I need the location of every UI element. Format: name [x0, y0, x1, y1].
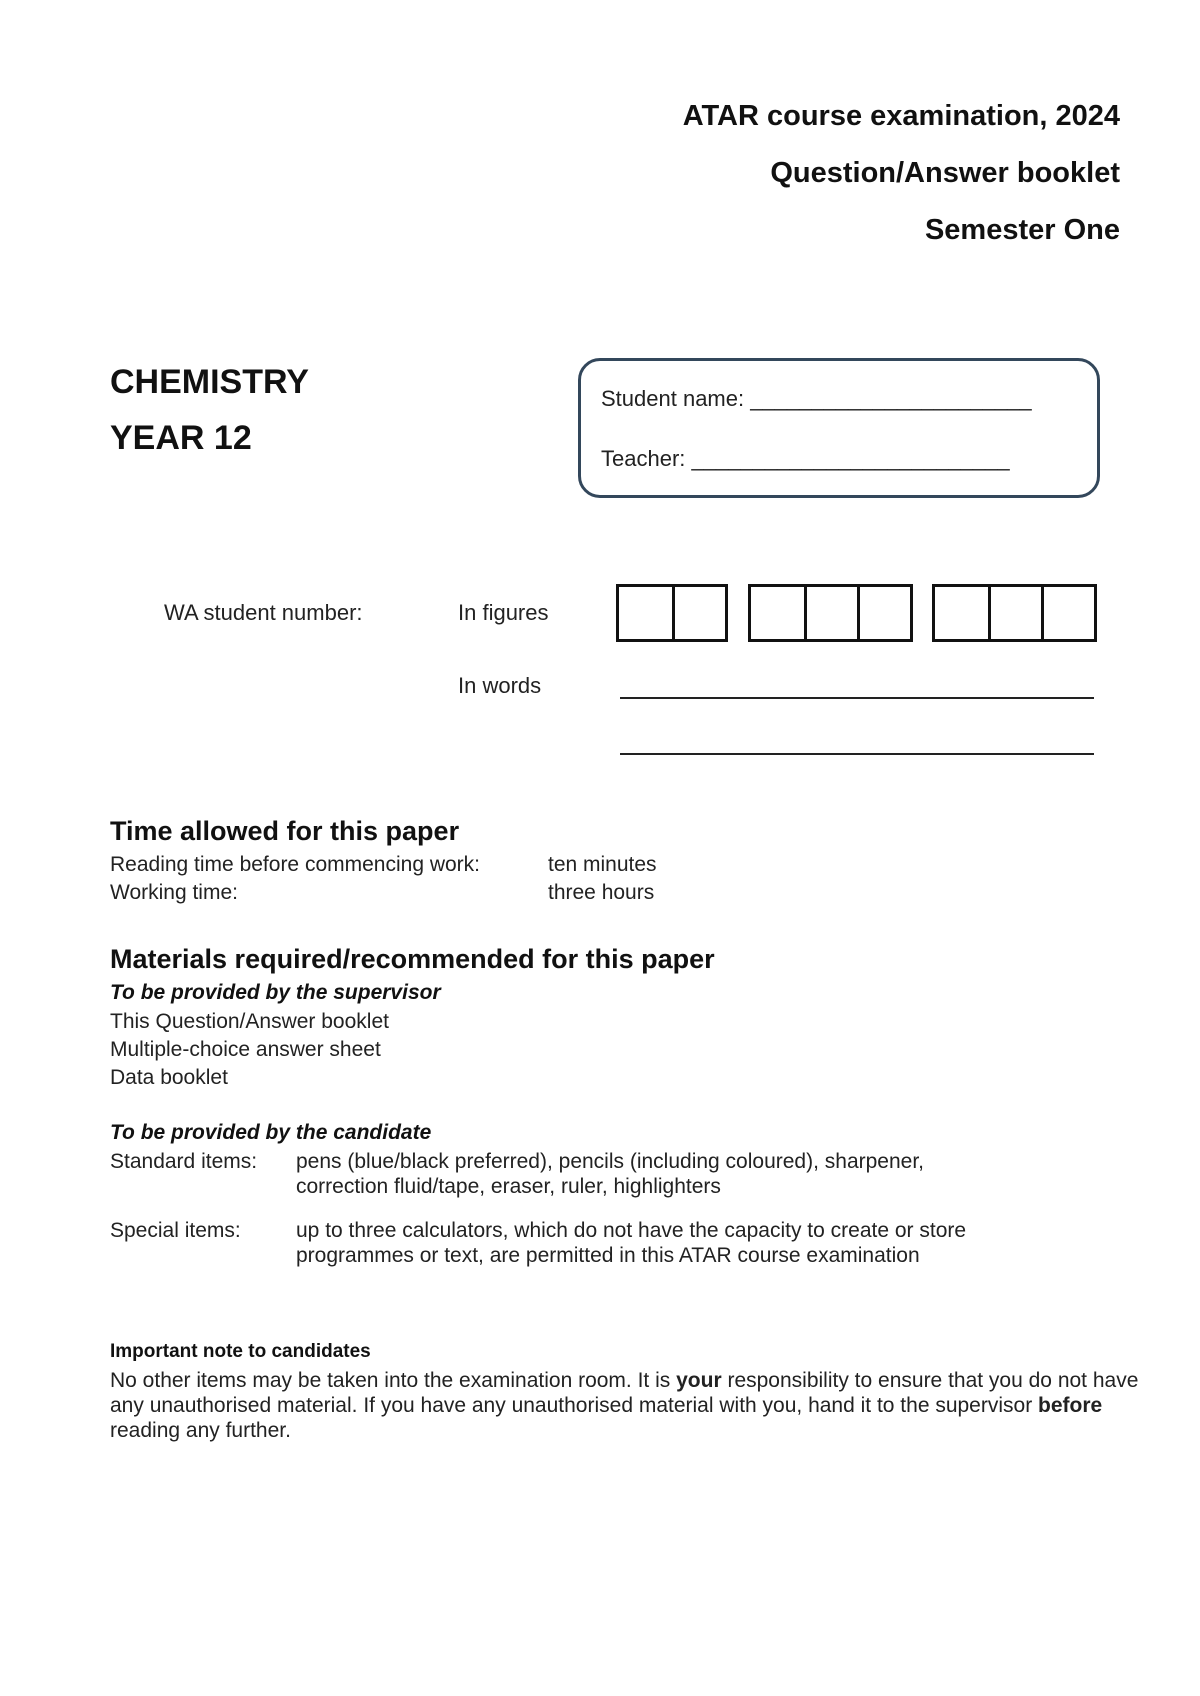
in-words-line-1[interactable]: [620, 697, 1094, 699]
reading-time-value: ten minutes: [548, 853, 657, 876]
teacher-blank: __________________________: [691, 446, 1010, 471]
student-number-group-3: [932, 584, 1097, 642]
teacher-field[interactable]: [601, 446, 1010, 472]
student-info-box: [578, 358, 1100, 498]
subject-name: CHEMISTRY: [110, 363, 309, 401]
digit-box[interactable]: [857, 587, 910, 639]
in-figures-label: In figures: [458, 600, 549, 625]
special-items-line-1: up to three calculators, which do not have the capacity to create or store: [296, 1219, 967, 1242]
semester-label: Semester One: [924, 214, 1120, 246]
important-note-heading: Important note to candidates: [110, 1341, 371, 1362]
materials-heading: Materials required/recommended for this paper: [110, 944, 715, 974]
student-number-group-2: [748, 584, 913, 642]
in-words-label: In words: [458, 673, 542, 698]
note-emphasis-your: your: [676, 1369, 722, 1392]
exam-title: ATAR course examination, 2024: [682, 100, 1120, 132]
digit-box[interactable]: [988, 587, 1041, 639]
wa-student-number-label: WA student number:: [164, 600, 363, 625]
working-time-label: Working time:: [110, 881, 238, 904]
digit-box[interactable]: [619, 587, 672, 639]
supervisor-item: Data booklet: [110, 1066, 228, 1089]
time-allowed-heading: Time allowed for this paper: [110, 816, 460, 846]
supervisor-item: This Question/Answer booklet: [110, 1010, 389, 1033]
digit-box[interactable]: [672, 587, 725, 639]
booklet-type: Question/Answer booklet: [770, 157, 1120, 189]
standard-items-line-1: pens (blue/black preferred), pencils (including coloured), sharpener,: [296, 1150, 925, 1173]
working-time-value: three hours: [548, 881, 655, 904]
student-name-label: Student name:: [601, 386, 745, 411]
special-items-line-2: programmes or text, are permitted in this ATAR course examination: [296, 1244, 920, 1267]
standard-items-label: Standard items:: [110, 1150, 258, 1173]
candidate-heading: To be provided by the candidate: [110, 1121, 432, 1144]
teacher-label: Teacher:: [601, 446, 686, 471]
subject-year: YEAR 12: [110, 419, 252, 457]
reading-time-label: Reading time before commencing work:: [110, 853, 481, 876]
note-emphasis-before: before: [1038, 1394, 1103, 1417]
digit-box[interactable]: [935, 587, 988, 639]
note-text-part: responsibility to ensure that you do not have any unauthorised material. If you have any unauthorised material with you, hand it to the supervisor: [110, 1369, 1139, 1417]
supervisor-item: Multiple-choice answer sheet: [110, 1038, 381, 1061]
digit-box[interactable]: [804, 587, 857, 639]
note-text-part: reading any further.: [110, 1419, 291, 1442]
digit-box[interactable]: [1041, 587, 1094, 639]
student-number-group-1: [616, 584, 728, 642]
student-name-blank: _______________________: [750, 386, 1032, 411]
student-name-field[interactable]: [601, 386, 1032, 412]
supervisor-heading: To be provided by the supervisor: [110, 981, 441, 1004]
note-text-part: No other items may be taken into the examination room. It is: [110, 1369, 677, 1392]
standard-items-line-2: correction fluid/tape, eraser, ruler, highlighters: [296, 1175, 721, 1198]
important-note-text: [110, 1368, 1160, 1443]
in-words-line-2[interactable]: [620, 753, 1094, 755]
digit-box[interactable]: [751, 587, 804, 639]
special-items-label: Special items:: [110, 1219, 241, 1242]
